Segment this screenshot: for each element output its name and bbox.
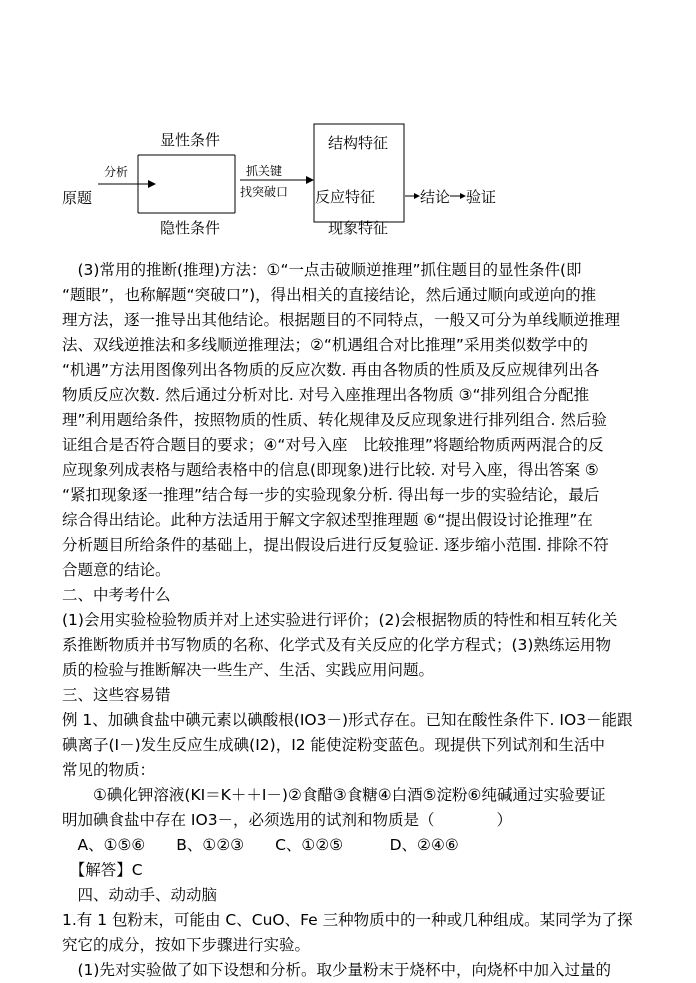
- verify-label: 验证: [466, 188, 497, 206]
- phenomenon-feature-label: 现象特征: [328, 219, 389, 237]
- text-line: (1)先对实验做了如下设想和分析。取少量粉末于烧杯中，向烧杯中加入过量的: [62, 961, 611, 979]
- structure-feature-label: 结构特征: [328, 134, 389, 152]
- origin-label: 原题: [62, 189, 93, 207]
- text-line: “紧扣现象逐一推理”结合每一步的实验现象分析. 得出每一步的实验结论，最后: [62, 486, 600, 504]
- text-line: “题眼”，也称解题“突破口”)，得出相关的直接结论，然后通过顺向或逆向的推: [62, 286, 597, 304]
- text-line: 质的检验与推断解决一些生产、生活、实践应用问题。: [62, 661, 435, 679]
- key-arrowhead: [306, 176, 314, 184]
- analyze-label: 分析: [104, 165, 129, 179]
- text-line: 常见的物质：: [62, 761, 156, 779]
- text-line: 理方法，逐一推导出其他结论。根据题目的不同特点，一般又可分为单线顺逆推理: [62, 311, 621, 329]
- answer-options: A、①⑤⑥ B、①②③ C、①②⑤ D、②④⑥: [62, 836, 459, 854]
- text-line: 证组合是否符合题目的要求；④“对号入座 比较推理”将题给物质两两混合的反: [62, 436, 604, 454]
- text-line: 理”利用题给条件，按照物质的性质、转化规律及反应现象进行排列组合. 然后验: [62, 411, 607, 429]
- text-line: 碘离子(I－)发生反应生成碘(I2)，I2 能使淀粉变蓝色。现提供下列试剂和生活中: [62, 736, 606, 754]
- reaction-feature-label: 反应特征: [315, 188, 376, 206]
- text-line: 物质反应次数. 然后通过分析对比. 对号入座推理出各物质 ③“排列组合分配推: [62, 386, 590, 404]
- section-heading: 三、这些容易错: [62, 686, 171, 704]
- text-line: 分析题目所给条件的基础上，提出假设后进行反复验证. 逐步缩小范围. 排除不符: [62, 536, 609, 554]
- implicit-condition-label: 隐性条件: [160, 219, 221, 237]
- answer-line: 【解答】C: [62, 861, 143, 879]
- text-line: (1)会用实验检验物质并对上述实验进行评价；(2)会根据物质的特性和相互转化关: [62, 611, 618, 629]
- find-breakthrough-label: 找突破口: [240, 185, 289, 199]
- text-line: (3)常用的推断(推理)方法：①“一点击破顺逆推理”抓住题目的显性条件(即: [62, 261, 582, 279]
- text-line: 合题意的结论。: [62, 561, 171, 579]
- section-heading: 二、中考考什么: [62, 586, 171, 604]
- text-line: ①碘化钾溶液(KI＝K＋＋I－)②食醋③食糖④白酒⑤淀粉⑥纯碱通过实验要证: [62, 786, 606, 804]
- text-line: 系推断物质并书写物质的名称、化学式及有关反应的化学方程式；(3)熟练运用物: [62, 636, 611, 654]
- text-line: 明加碘食盐中存在 IO3－，必须选用的试剂和物质是（ ）: [62, 811, 513, 829]
- conclusion-label: 结论: [420, 188, 451, 206]
- explicit-condition-label: 显性条件: [160, 131, 221, 149]
- text-line: 法、双线逆推法和多线顺逆推理法；②“机遇组合对比推理”采用类似数学中的: [62, 336, 588, 354]
- grasp-key-label: 抓关键: [246, 164, 283, 178]
- text-line: 究它的成分，按如下步骤进行实验。: [62, 936, 311, 954]
- text-line: 1.有 1 包粉末，可能由 C、CuO、Fe 三种物质中的一种或几种组成。某同学为了探: [62, 911, 633, 929]
- text-line: “机遇”方法用图像列出各物质的反应次数. 再由各物质的性质及反应规律列出各: [62, 361, 600, 379]
- text-line: 例 1、加碘食盐中碘元素以碘酸根(IO3－)形式存在。已知在酸性条件下. IO3－能跟: [62, 711, 633, 729]
- analyze-arrowhead: [148, 180, 156, 188]
- text-line: 综合得出结论。此种方法适用于解文字叙述型推理题 ⑥“提出假设讨论推理”在: [62, 511, 593, 529]
- text-line: 应现象列成表格与题给表格中的信息(即现象)进行比较. 对号入座，得出答案 ⑤: [62, 461, 599, 479]
- section-heading: 四、动动手、动动脑: [62, 886, 218, 904]
